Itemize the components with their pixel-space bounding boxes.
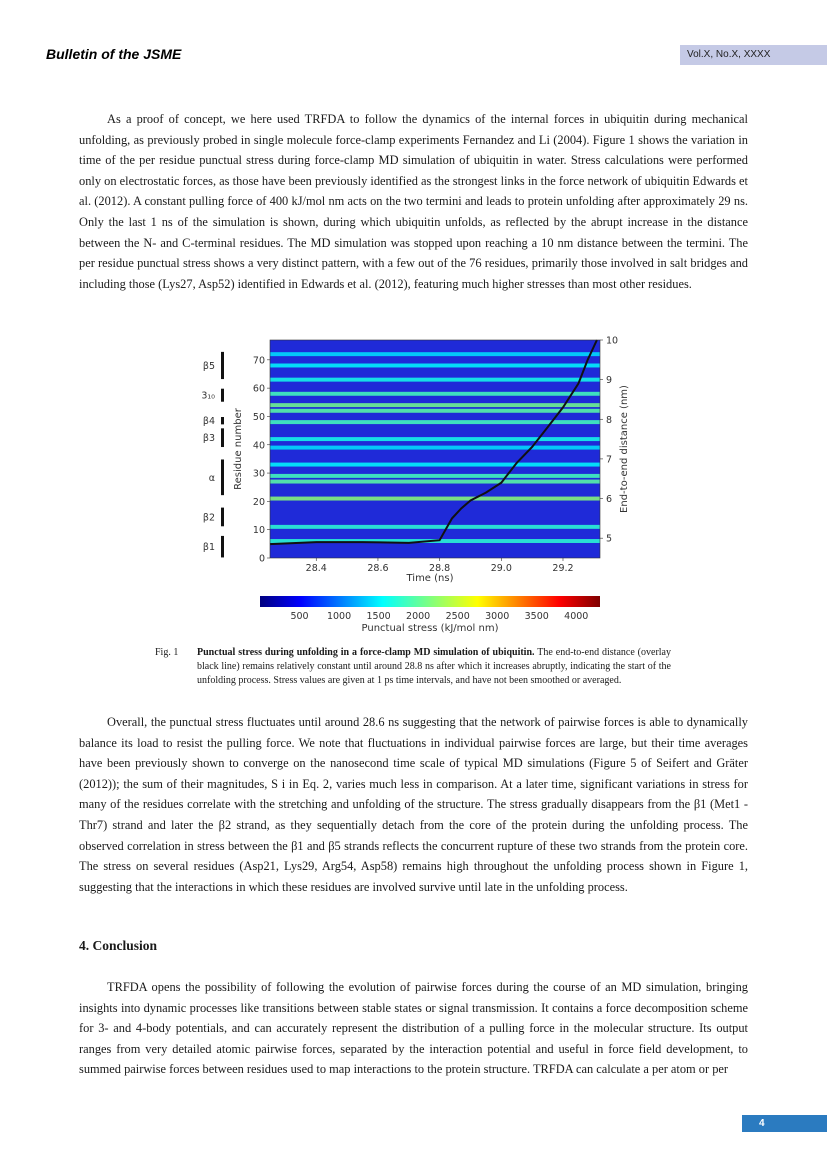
- stress-band-res-29: [270, 474, 600, 478]
- caption-title: Punctual stress during unfolding in a force-clamp MD simulation of ubiquitin.: [197, 647, 535, 658]
- y2-tick-label-9: 9: [606, 375, 613, 387]
- colorbar-tick-label-1500: 1500: [366, 611, 391, 622]
- figure-caption: [155, 646, 671, 688]
- x-axis-label: Time (ns): [406, 573, 454, 584]
- page-number: 4: [742, 1115, 827, 1132]
- y2-tick-label-5: 5: [606, 533, 613, 545]
- y-axis-label: Residue number: [233, 408, 244, 490]
- y2-tick-label-8: 8: [606, 414, 613, 426]
- ss-bar-2: [221, 417, 224, 424]
- stress-band-res-33: [270, 463, 600, 467]
- y-tick-label-70: 70: [252, 355, 265, 367]
- y2-tick-label-6: 6: [606, 494, 613, 506]
- y2-tick-label-10: 10: [606, 335, 619, 347]
- y2-axis-label: End-to-end distance (nm): [619, 385, 630, 513]
- y-tick-label-40: 40: [252, 440, 265, 452]
- caption-text: The end-to-end distance (overlay black line) remains relatively constant until around 28.8 ns after which it increases abruptly, indicating the start of the unfolding process. Stress values are given at 1 ps time intervals, and have not been smoothed or averaged.: [197, 647, 671, 686]
- x-tick-label-28.6: 28.6: [367, 563, 389, 574]
- colorbar: [260, 596, 600, 607]
- ss-bar-3: [221, 428, 224, 447]
- stress-band-res-54: [270, 403, 600, 407]
- ss-bar-6: [221, 536, 224, 558]
- stress-band-res-39: [270, 446, 600, 450]
- stress-heatmap-figure: [190, 330, 640, 640]
- secondary-structure-labels: [201, 352, 224, 558]
- volume-info: Vol.X, No.X, XXXX: [680, 45, 827, 65]
- x-tick-label-28.8: 28.8: [429, 563, 451, 574]
- x-tick-label-29.2: 29.2: [552, 563, 574, 574]
- x-tick-label-28.4: 28.4: [305, 563, 327, 574]
- ss-bar-5: [221, 508, 224, 527]
- colorbar-label: Punctual stress (kJ/mol nm): [361, 623, 499, 634]
- section-heading: 4. Conclusion: [79, 938, 158, 953]
- stress-band-res-68: [270, 363, 600, 367]
- stress-band-res-52: [270, 409, 600, 413]
- x-axis-ticks: [306, 558, 574, 574]
- stress-band-res-58: [270, 392, 600, 396]
- y-tick-label-30: 30: [252, 468, 265, 480]
- ss-bar-1: [221, 389, 224, 402]
- paragraph-2: Overall, the punctual stress fluctuates until around 28.6 ns suggesting that the network of pairwise forces is able to dynamically balance its load to resist the pulling force. We note that fluctuations in individual pairwise forces are large, but their time averages have been previously shown to converge on the nanosecond time scale of typical MD simulations (Figure 5 of Seifert and Gräter (2012)); the sum of their magnitudes, S i in Eq. 2, varies much less in comparison. At a later time, significant variations in stress for many of the residues correlate with the stretching and unfolding of the structure. The stress gradually disappears from the β1 (Met1 - Thr7) strand and later the β2 strand, as they sequentially detach from the core of the protein during the unfolding process. The observed correlation in stress between the β1 and β5 strands reflects the concurrent rupture of these two strands from the protein core. The stress on several residues (Asp21, Lys29, Arg54, Asp58) remains high throughout the unfolding process shown in Figure 1, suggesting that the interactions in which these residues are involved survive until late in the unfolding process.: [79, 715, 748, 894]
- stress-band-res-63: [270, 378, 600, 382]
- stress-band-res-27: [270, 480, 600, 484]
- ss-bar-0: [221, 352, 224, 379]
- ss-label-4: α: [208, 472, 215, 484]
- colorbar-tick-label-4000: 4000: [564, 611, 589, 622]
- y-tick-label-20: 20: [252, 496, 265, 508]
- ss-bar-4: [221, 459, 224, 495]
- ss-label-3: β3: [202, 433, 215, 445]
- y-axis-ticks: [253, 355, 270, 564]
- ss-label-2: β4: [202, 416, 215, 428]
- ss-label-6: β1: [202, 542, 215, 554]
- ss-label-1: 3₁₀: [201, 390, 215, 402]
- y-tick-label-60: 60: [252, 383, 265, 395]
- ss-label-0: β5: [202, 360, 215, 372]
- caption-label: Fig. 1: [155, 647, 179, 658]
- stress-band-res-72: [270, 352, 600, 356]
- stress-band-res-11: [270, 525, 600, 529]
- stress-band-res-21: [270, 497, 600, 501]
- x-tick-label-29.0: 29.0: [490, 563, 512, 574]
- colorbar-tick-label-1000: 1000: [326, 611, 352, 622]
- y-tick-label-10: 10: [252, 525, 265, 537]
- journal-title: Bulletin of the JSME: [46, 46, 182, 62]
- paragraph-3: TRFDA opens the possibility of following the evolution of pairwise forces during the course of an MD simulation, bringing insights into dynamic processes like transitions between stable states or signal transmission. It contains a force decomposition scheme for 3- and 4-body potentials, and can accurately represent the distribution of a pulling force in the molecular structure. Its output ranges from very detailed atomic pairwise forces, separated by the interaction potential and useful in force field development, to summed pairwise forces between residues used to map interactions to the protein structure. TRFDA can calculate a per atom or per: [79, 980, 748, 1077]
- stress-band-res-42: [270, 437, 600, 441]
- y-tick-label-50: 50: [252, 411, 265, 423]
- ss-label-5: β2: [202, 512, 215, 524]
- colorbar-tick-label-2500: 2500: [445, 611, 470, 622]
- y2-axis-ticks: [600, 336, 618, 545]
- colorbar-tick-label-3500: 3500: [524, 611, 549, 622]
- colorbar-ticks: [290, 611, 588, 622]
- colorbar-tick-label-2000: 2000: [406, 611, 431, 622]
- colorbar-tick-label-500: 500: [290, 611, 309, 622]
- colorbar-tick-label-3000: 3000: [485, 611, 510, 622]
- paragraph-1: As a proof of concept, we here used TRFDA to follow the dynamics of the internal forces in ubiquitin during mechanical unfolding, as previously probed in single molecule force-clamp experiments Fernandez and Li (2004). Figure 1 shows the variation in time of the per residue punctual stress during force-clamp MD simulation of ubiquitin in water. Stress calculations were performed only on electrostatic forces, as those have been previously identified as the strongest links in the force network of ubiquitin Edwards et al. (2012). A constant pulling force of 400 kJ/mol nm acts on the two termini and leads to protein unfolding after approximately 29 ns. Only the last 1 ns of the simulation is shown, during which ubiquitin unfolds, as reflected by the abrupt increase in the distance between the N- and C-terminal residues. The MD simulation was stopped upon reaching a 10 nm distance between the termini. The per residue punctual stress shows a very distinct pattern, with a few out of the 76 residues, primarily those involved in salt bridges and including those (Lys27, Asp52) identified in Edwards et al. (2012), featuring much higher stresses than most other residues.: [79, 112, 748, 291]
- y-tick-label-0: 0: [258, 553, 265, 565]
- y2-tick-label-7: 7: [606, 454, 613, 466]
